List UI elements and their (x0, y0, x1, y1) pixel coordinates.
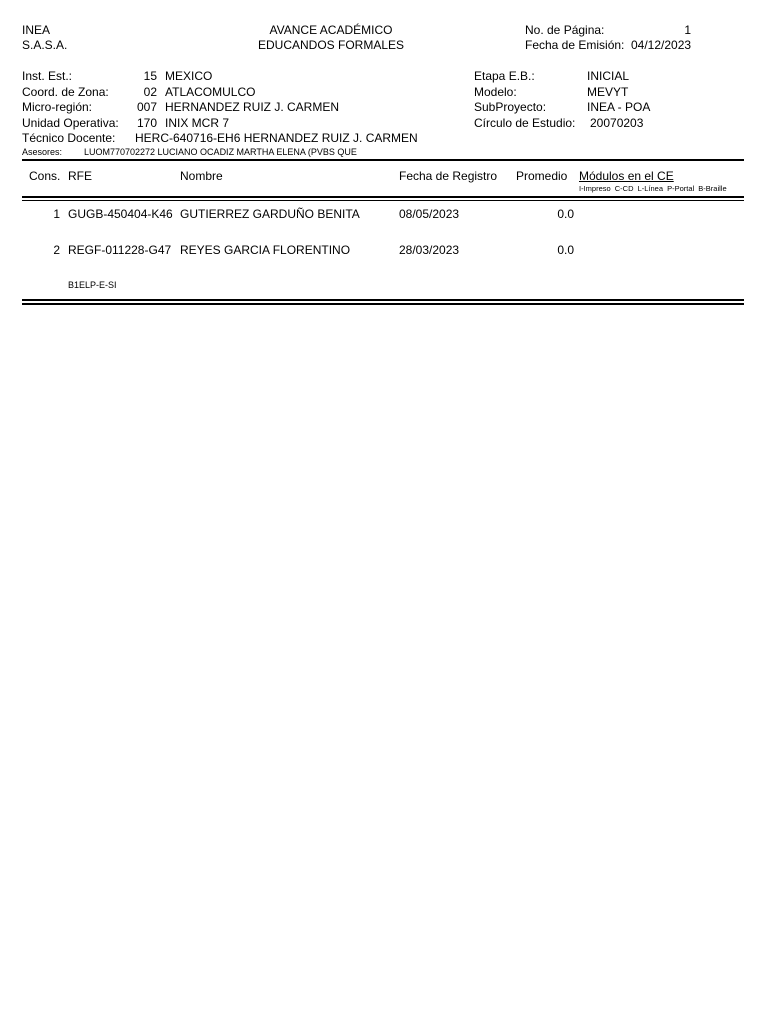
page-label: No. de Página: (525, 23, 605, 37)
footer-rule-top (22, 299, 744, 301)
unidad-label: Unidad Operativa: (22, 116, 119, 130)
org-name: INEA (22, 23, 51, 37)
row-promedio: 0.0 (557, 243, 574, 257)
report-title: AVANCE ACADÉMICO (269, 23, 393, 37)
col-header-modulos: Módulos en el CE (579, 169, 674, 183)
etapa-value: INICIAL (587, 69, 630, 83)
footer-code: B1ELP-E-SI (68, 280, 117, 290)
zona-name: ATLACOMULCO (165, 85, 256, 99)
micro-label: Micro-región: (22, 100, 93, 114)
inst-name: MEXICO (165, 69, 213, 83)
zona-code: 02 (143, 85, 157, 99)
asesores-label: Asesores: (22, 147, 63, 157)
col-header-cons: Cons. (29, 169, 61, 183)
col-header-nombre: Nombre (180, 169, 223, 183)
row-fecha: 08/05/2023 (399, 207, 460, 221)
row-nombre: REYES GARCIA FLORENTINO (180, 243, 351, 257)
col-header-fecha: Fecha de Registro (399, 169, 498, 183)
row-rfe: REGF-011228-G47 (68, 243, 172, 257)
micro-code: 007 (136, 100, 157, 114)
micro-name: HERNANDEZ RUIZ J. CARMEN (165, 100, 340, 114)
subproyecto-label: SubProyecto: (474, 100, 547, 114)
col-header-rfe: RFE (68, 169, 92, 183)
issue-date: 04/12/2023 (631, 38, 692, 52)
inst-code: 15 (143, 69, 157, 83)
tecnico-label: Técnico Docente: (22, 131, 116, 145)
circulo-value: 20070203 (590, 116, 644, 130)
row-cons: 2 (53, 243, 60, 257)
header-rule (22, 159, 744, 161)
asesores-value: LUOM770702272 LUCIANO OCADIZ MARTHA ELENA (PVBS QUE (84, 147, 357, 157)
date-label: Fecha de Emisión: (525, 38, 625, 52)
modulos-legend: I-Impreso C-CD L-Línea P-Portal B-Braille (579, 184, 727, 193)
tecnico-value: HERC-640716-EH6 HERNANDEZ RUIZ J. CARMEN (135, 131, 418, 145)
modelo-value: MEVYT (587, 85, 629, 99)
unidad-name: INIX MCR 7 (165, 116, 230, 130)
footer-rule-bottom (22, 303, 744, 305)
row-cons: 1 (53, 207, 60, 221)
subproyecto-value: INEA - POA (587, 100, 651, 114)
row-promedio: 0.0 (557, 207, 574, 221)
page-number: 1 (684, 23, 691, 37)
unidad-code: 170 (136, 116, 157, 130)
row-nombre: GUTIERREZ GARDUÑO BENITA (180, 207, 360, 221)
row-fecha: 28/03/2023 (399, 243, 460, 257)
row-rfe: GUGB-450404-K46 (68, 207, 173, 221)
col-header-promedio: Promedio (516, 169, 568, 183)
table-header-rule-bottom (22, 200, 744, 201)
zona-label: Coord. de Zona: (22, 85, 109, 99)
org-subname: S.A.S.A. (22, 38, 68, 52)
report-subtitle: EDUCANDOS FORMALES (257, 38, 405, 52)
modelo-label: Modelo: (474, 85, 517, 99)
etapa-label: Etapa E.B.: (474, 69, 535, 83)
inst-label: Inst. Est.: (22, 69, 73, 83)
table-header-rule-top (22, 196, 744, 198)
circulo-label: Círculo de Estudio: (474, 116, 576, 130)
